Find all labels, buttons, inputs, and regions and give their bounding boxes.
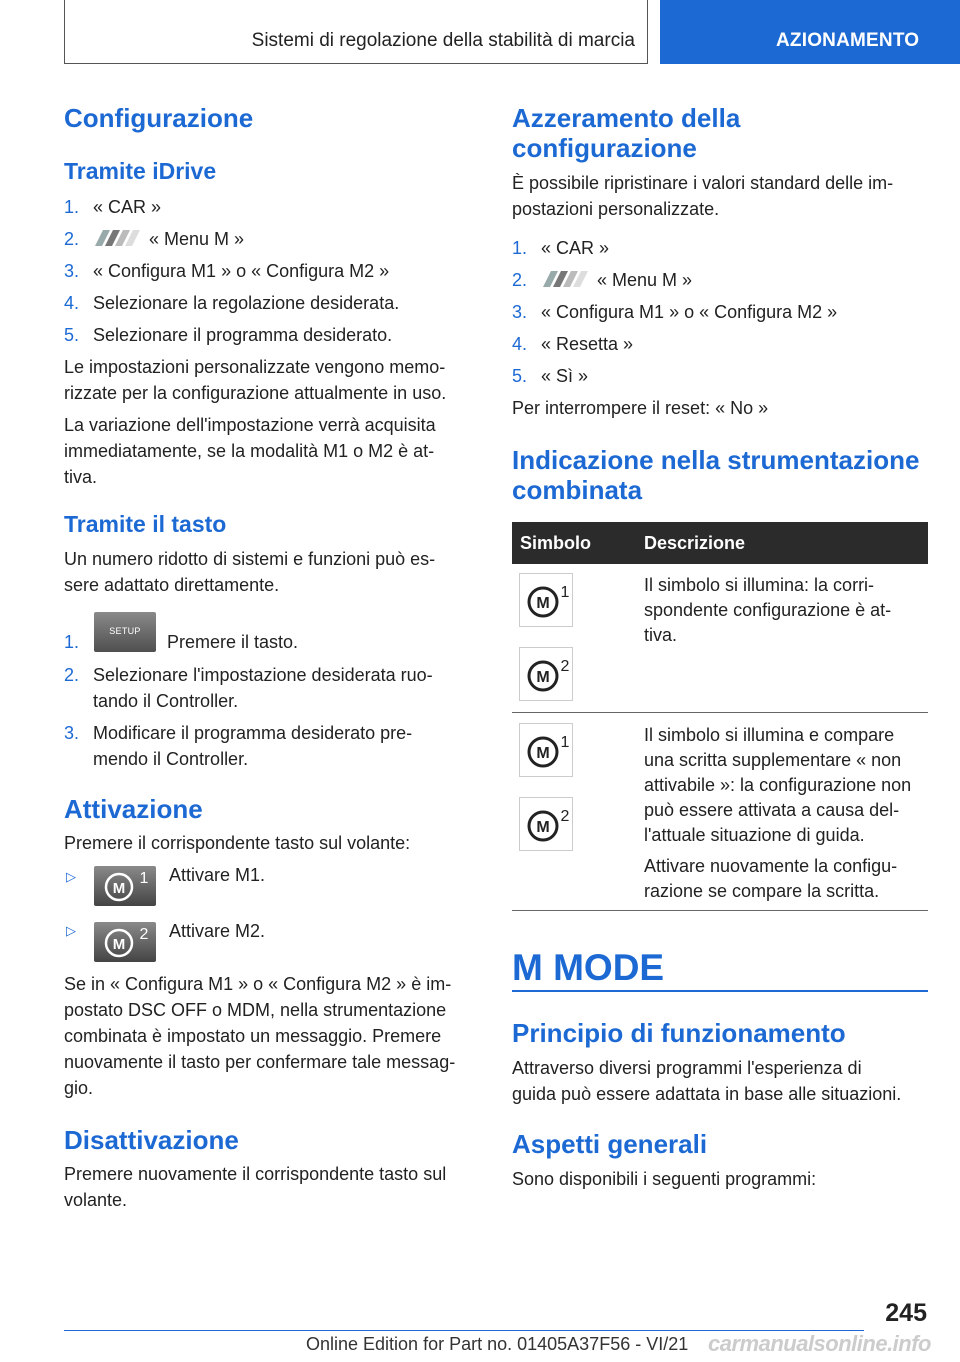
bullet-triangle-icon: ▷ (66, 923, 76, 938)
para-line: postazioni personalizzate. (512, 199, 720, 219)
para-line: mendo il Controller. (93, 749, 249, 769)
svg-text:2: 2 (560, 658, 570, 675)
m1-symbol-icon (519, 723, 573, 777)
row2-desc-line: Attivare nuovamente la configu- (644, 856, 898, 876)
svg-text:2: 2 (560, 808, 570, 825)
principio-title: Principio di funzionamento (512, 1018, 846, 1048)
svg-text:1: 1 (560, 584, 570, 601)
watermark: carmanualsonline.info (708, 1331, 931, 1356)
page-number: 245 (885, 1299, 927, 1327)
para-line: gio. (64, 1078, 94, 1098)
para-line: Per interrompere il reset: « No » (512, 398, 769, 418)
para-line: Premere il corrispondente tasto sul volante: (64, 833, 411, 853)
para-line: È possibile ripristinare i valori standard delle im- (512, 173, 894, 193)
para-line: Premere nuovamente il corrispondente tasto sul (64, 1164, 447, 1184)
para-line: Le impostazioni personalizzate vengono memo- (64, 357, 446, 377)
svg-text:2: 2 (139, 926, 149, 943)
para-line: volante. (64, 1190, 128, 1210)
m1-button-icon (94, 866, 156, 906)
header-box (64, 0, 648, 64)
azzeramento-title-l2: configurazione (512, 133, 697, 163)
para-line: guida può essere adattata in base alle situazioni. (512, 1084, 902, 1104)
svg-text:1: 1 (139, 870, 149, 887)
footer-edition: Online Edition for Part no. 01405A37F56 - VI/21 (306, 1334, 689, 1354)
col-desc-header: Descrizione (644, 533, 746, 553)
para-line: postato DSC OFF o MDM, nella strumentazione (64, 1000, 447, 1020)
svg-text:M: M (536, 595, 550, 612)
para-line: Un numero ridotto di sistemi e funzioni può es- (64, 549, 436, 569)
row2-desc-line: razione se compare la scritta. (644, 881, 880, 901)
idrive-subtitle: Tramite iDrive (64, 158, 217, 184)
m2-button-icon (94, 922, 156, 962)
row1-desc-line: spondente configurazione è at- (644, 600, 892, 620)
para-line: Se in « Configura M1 » o « Configura M2 » è im- (64, 974, 452, 994)
m-stripes-icon (541, 270, 589, 288)
mmode-title: M MODE (512, 947, 665, 988)
para-line: nuovamente il tasto per confermare tale messag- (64, 1052, 456, 1072)
para-line: tando il Controller. (93, 691, 239, 711)
para-line: Sono disponibili i seguenti programmi: (512, 1169, 817, 1189)
bullet-triangle-icon: ▷ (66, 869, 76, 884)
m-stripes-icon (93, 229, 141, 247)
header-title: Sistemi di regolazione della stabilità di marcia (251, 30, 635, 51)
row1-desc-line: tiva. (644, 625, 678, 645)
svg-text:M: M (112, 936, 126, 953)
row1-desc-line: Il simbolo si illumina: la corri- (644, 575, 875, 595)
para-line: sere adattato direttamente. (64, 575, 280, 595)
attivazione-title: Attivazione (64, 794, 203, 824)
table-header (512, 522, 928, 564)
svg-text:M: M (536, 819, 550, 836)
mmode-rule (512, 990, 928, 992)
para-line: La variazione dell'impostazione verrà acquisita (64, 415, 436, 435)
svg-text:1: 1 (560, 734, 570, 751)
azzeramento-title-l1: Azzeramento della (512, 103, 741, 133)
svg-text:M: M (536, 745, 550, 762)
para-line: combinata è impostato un messaggio. Premere (64, 1026, 442, 1046)
m2-symbol-icon (519, 797, 573, 851)
setup-button-icon: SETUP (94, 612, 156, 652)
indicazione-title-l1: Indicazione nella strumentazione (512, 445, 920, 475)
row2-desc-line: Il simbolo si illumina e compare (644, 725, 895, 745)
svg-text:M: M (536, 669, 550, 686)
attiva-m1-text: Attivare M1. (169, 865, 266, 885)
row2-desc-line: l'attuale situazione di guida. (644, 825, 865, 845)
col-symbol-header: Simbolo (520, 533, 591, 553)
row2-desc-line: attivabile »: la configurazione non (644, 775, 912, 795)
table-row-divider (512, 910, 928, 911)
aspetti-title: Aspetti generali (512, 1129, 708, 1159)
tasto-subtitle: Tramite il tasto (64, 511, 227, 537)
row2-desc-line: una scritta supplementare « non (644, 750, 902, 770)
section-tab-label: AZIONAMENTO (776, 30, 920, 51)
configurazione-title: Configurazione (64, 103, 254, 133)
indicazione-title-l2: combinata (512, 475, 643, 505)
row2-desc-line: può essere attivata a causa del- (644, 800, 900, 820)
svg-text:M: M (112, 880, 126, 897)
para-line: rizzate per la configurazione attualmente in uso. (64, 383, 447, 403)
para-line: Attraverso diversi programmi l'esperienza di (512, 1058, 862, 1078)
para-line: immediatamente, se la modalità M1 o M2 è at- (64, 441, 435, 461)
table-row-divider (512, 712, 928, 713)
section-tab[interactable] (660, 0, 960, 64)
m2-symbol-icon (519, 647, 573, 701)
para-line: tiva. (64, 467, 98, 487)
disattivazione-title: Disattivazione (64, 1125, 239, 1155)
attiva-m2-text: Attivare M2. (169, 921, 266, 941)
m1-symbol-icon (519, 573, 573, 627)
